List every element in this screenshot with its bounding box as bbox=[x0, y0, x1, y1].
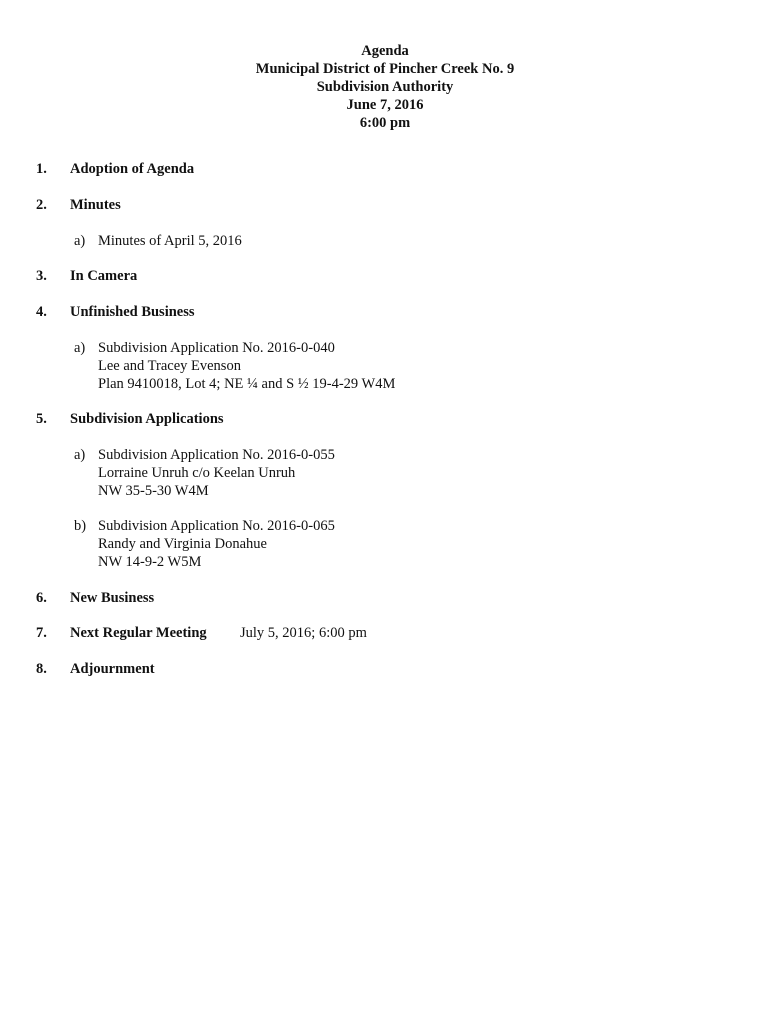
header-organization: Municipal District of Pincher Creek No. 9 bbox=[255, 61, 515, 77]
item-number: 5. bbox=[36, 411, 47, 427]
subitem-text bbox=[98, 446, 335, 500]
subitem-letter: a) bbox=[74, 233, 86, 249]
subitem-letter: a) bbox=[74, 340, 86, 356]
item-title: Subdivision Applications bbox=[70, 411, 224, 427]
subitem-line: Plan 9410018, Lot 4; NE ¼ and S ½ 19-4-29 W4M bbox=[98, 376, 396, 392]
subitem-line: Subdivision Application No. 2016-0-040 bbox=[98, 340, 335, 356]
subitem-line: NW 14-9-2 W5M bbox=[98, 554, 202, 570]
subitem-line: Lee and Tracey Evenson bbox=[98, 358, 241, 374]
subitem-line: NW 35-5-30 W4M bbox=[98, 483, 209, 499]
subitem-line: Randy and Virginia Donahue bbox=[98, 536, 267, 552]
next-meeting-date: July 5, 2016; 6:00 pm bbox=[240, 625, 367, 641]
header-authority: Subdivision Authority bbox=[316, 79, 454, 95]
item-number: 6. bbox=[36, 590, 47, 606]
subitem-line: Subdivision Application No. 2016-0-055 bbox=[98, 447, 335, 463]
item-number: 3. bbox=[36, 268, 47, 284]
subitem-line: Lorraine Unruh c/o Keelan Unruh bbox=[98, 465, 296, 481]
subitem-letter: a) bbox=[74, 447, 86, 463]
subitem-text bbox=[98, 517, 335, 571]
item-title: In Camera bbox=[70, 268, 138, 284]
header-date: June 7, 2016 bbox=[346, 97, 424, 113]
subitem-line: Subdivision Application No. 2016-0-065 bbox=[98, 518, 335, 534]
item-number: 2. bbox=[36, 197, 47, 213]
item-title: Adoption of Agenda bbox=[70, 161, 195, 177]
item-number: 8. bbox=[36, 661, 47, 677]
agenda-header bbox=[0, 42, 770, 132]
item-number: 4. bbox=[36, 304, 47, 320]
item-number: 7. bbox=[36, 625, 47, 641]
item-title: Next Regular Meeting bbox=[70, 625, 207, 641]
subitem-letter: b) bbox=[74, 518, 87, 534]
item-title: New Business bbox=[70, 590, 155, 606]
item-title: Minutes bbox=[70, 197, 121, 213]
header-time: 6:00 pm bbox=[359, 115, 411, 131]
subitem-text bbox=[98, 339, 395, 393]
item-title: Adjournment bbox=[70, 661, 155, 677]
subitem-text bbox=[98, 232, 242, 250]
item-title: Unfinished Business bbox=[70, 304, 195, 320]
header-title: Agenda bbox=[361, 43, 409, 59]
subitem-line: Minutes of April 5, 2016 bbox=[98, 233, 242, 249]
item-number: 1. bbox=[36, 161, 47, 177]
